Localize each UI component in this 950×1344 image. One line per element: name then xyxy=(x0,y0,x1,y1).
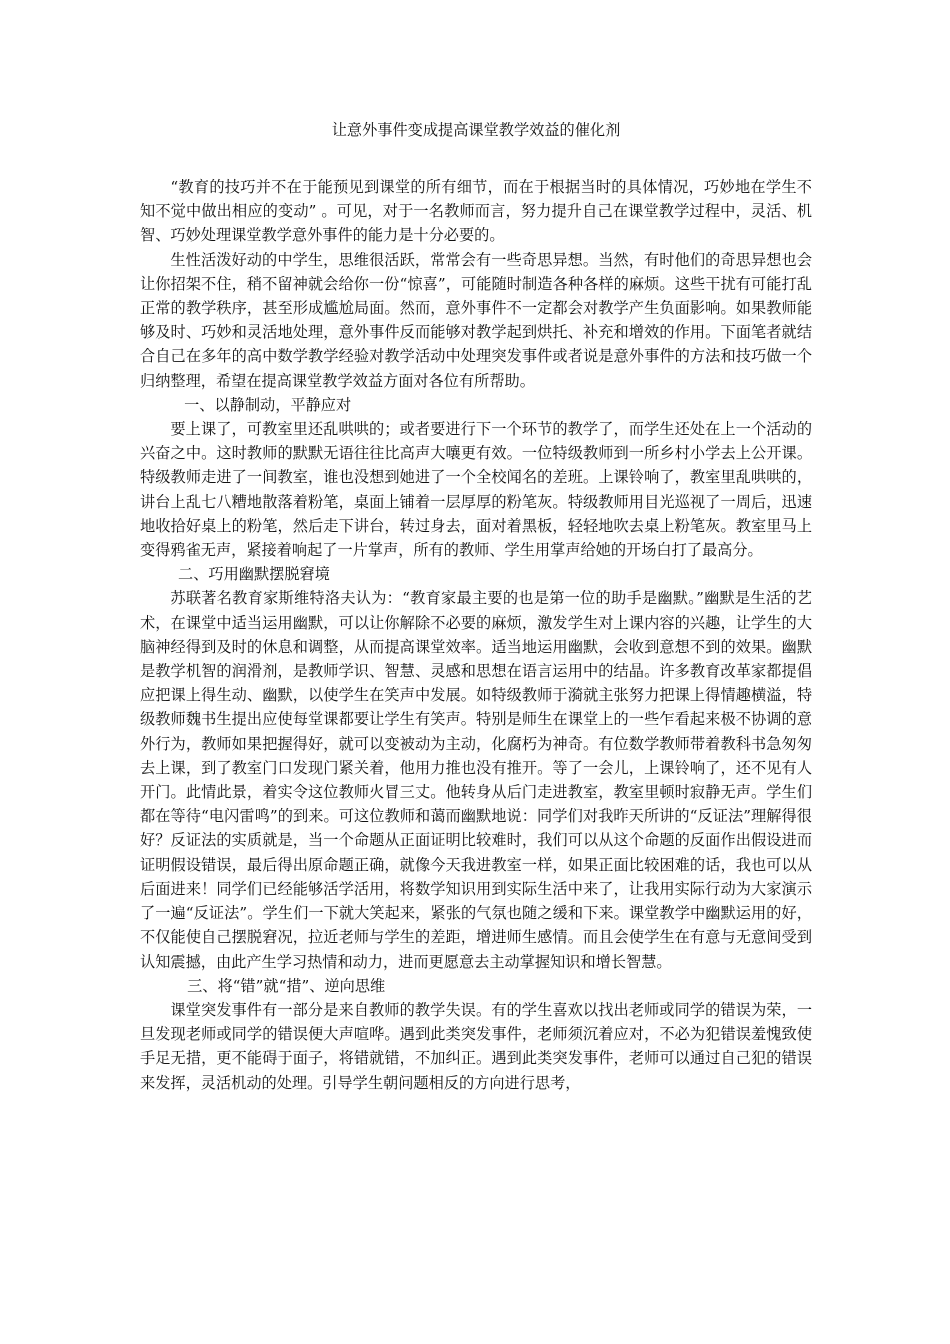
section-heading-1: 一、以静制动，平静应对 xyxy=(184,395,352,414)
paragraph-section-3: 课堂突发事件有一部分是来自教师的教学失误。有的学生喜欢以找出老师或同学的错误为荣，一旦发现老师或同学的错误便大声喧哗。遇到此类突发事件，老师须沉着应对，不必为犯错误羞愧致使手足无措，更不能碍于面子，将错就错，不加纠正。遇到此类突发事件，老师可以通过自己犯的错误来发挥，灵活机动的处理。引导学生朝问题相反的方向进行思考， xyxy=(140,1000,812,1092)
section-heading-3: 三、将“错”就“措”、逆向思维 xyxy=(187,976,386,995)
paragraph-intro-context: 生性活泼好动的中学生，思维很活跃，常常会有一些奇思异想。当然，有时他们的奇思异想也会让你招架不住，稍不留神就会给你一份“惊喜”，可能随时制造各种各样的麻烦。这些干扰有可能打乱正常的教学秩序，甚至形成尴尬局面。然而，意外事件不一定都会对教学产生负面影响。如果教师能够及时、巧妙和灵活地处理，意外事件反而能够对教学起到烘托、补充和增效的作用。下面笔者就结合自己在多年的高中数学教学经验对教学活动中处理突发事件或者说是意外事件的方法和技巧做一个归纳整理，希望在提高课堂教学效益方面对各位有所帮助。 xyxy=(140,250,812,390)
paragraph-section-2: 苏联著名教育家斯维特洛夫认为：“教育家最主要的也是第一位的助手是幽默。”幽默是生活的艺术，在课堂中适当运用幽默，可以让你解除不必要的麻烦，激发学生对上课内容的兴趣，让学生的大脑神经得到及时的休息和调整，从而提高课堂效率。适当地运用幽默，会收到意想不到的效果。幽默是教学机智的润滑剂，是教师学识、智慧、灵感和思想在语言运用中的结晶。许多教育改革家都提倡应把课上得生动、幽默，以使学生在笑声中发展。如特级教师于漪就主张努力把课上得情趣横溢，特级教师魏书生提出应使每堂课都要让学生有笑声。特别是师生在课堂上的一些乍看起来极不协调的意外行为，教师如果把握得好，就可以变被动为主动，化腐朽为神奇。有位数学教师带着教科书急匆匆去上课，到了教室门口发现门紧关着，他用力推也没有推开。等了一会儿，上课铃响了，还不见有人开门。此情此景，着实令这位教师火冒三丈。他转身从后门走进教室，教室里顿时寂静无声。学生们都在等待“电闪雷鸣”的到来。可这位教师和蔼而幽默地说：同学们对我昨天所讲的“反证法”理解得很好？反证法的实质就是，当一个命题从正面证明比较难时，我们可以从这个命题的反面作出假设进而证明假设错误，最后得出原命题正确，就像今天我进教室一样，如果正面比较困难的话，我也可以从后面进来！同学们已经能够活学活用，将数学知识用到实际生活中来了，让我用实际行动为大家演示了一遍“反证法”。学生们一下就大笑起来，紧张的气氛也随之缓和下来。课堂教学中幽默运用的好，不仅能使自己摆脱窘况，拉近老师与学生的差距，增进师生感情。而且会使学生在有意与无意间受到认知震撼，由此产生学习热情和动力，进而更愿意去主动掌握知识和增长智慧。 xyxy=(140,589,812,971)
document-title: 让意外事件变成提高课堂教学效益的催化剂 xyxy=(331,121,621,139)
paragraph-intro-quote: “教育的技巧并不在于能预见到课堂的所有细节，而在于根据当时的具体情况，巧妙地在学生不知不觉中做出相应的变动” 。可见，对于一名教师而言，努力提升自己在课堂教学过程中，灵活、机智、巧妙处理课堂教学意外事件的能力是十分必要的。 xyxy=(140,178,812,245)
paragraph-section-1: 要上课了，可教室里还乱哄哄的；或者要进行下一个环节的教学了，而学生还处在上一个活动的兴奋之中。这时教师的默默无语往往比高声大嚷更有效。一位特级教师到一所乡村小学去上公开课。特级教师走进了一间教室，谁也没想到她进了一个全校闻名的差班。上课铃响了，教室里乱哄哄的，讲台上乱七八糟地散落着粉笔，桌面上铺着一层厚厚的粉笔灰。特级教师用目光巡视了一周后，迅速地收拾好桌上的粉笔，然后走下讲台，转过身去，面对着黑板，轻轻地吹去桌上粉笔灰。教室里马上变得鸦雀无声，紧接着响起了一片掌声，所有的教师、学生用掌声给她的开场白打了最高分。 xyxy=(140,420,812,560)
document-page xyxy=(140,118,812,1095)
section-heading-2: 二、巧用幽默摆脱窘境 xyxy=(178,565,330,584)
